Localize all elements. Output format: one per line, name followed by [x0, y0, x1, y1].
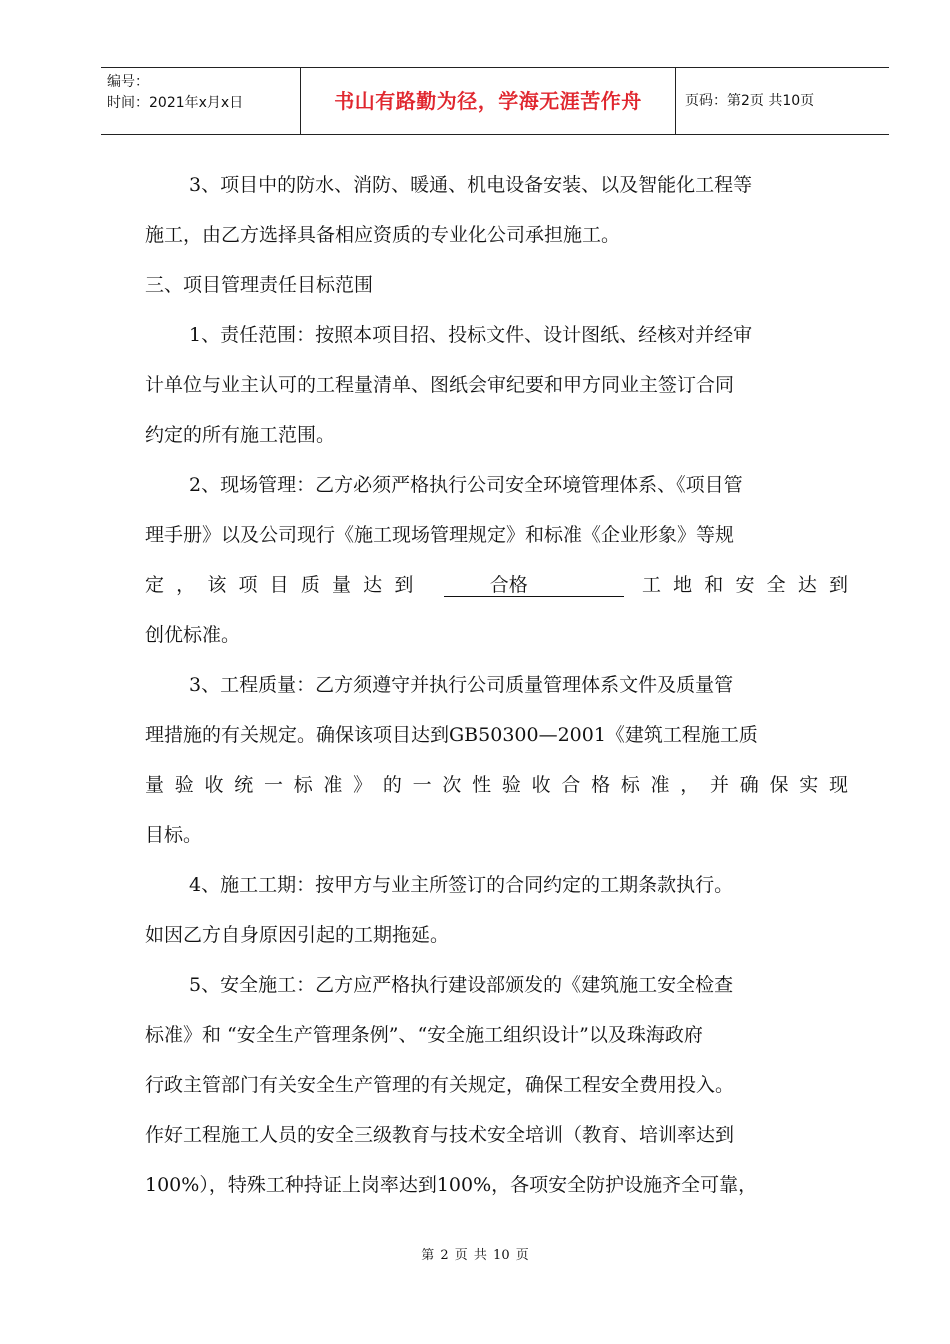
section-heading: 三、项目管理责任目标范围 [145, 274, 374, 296]
paragraph-line: 100%），特殊工种持证上岗率达到100%，各项安全防护设施齐全可靠， [145, 1174, 758, 1196]
document-body [145, 160, 848, 1210]
paragraph-line: 计单位与业主认可的工程量清单、图纸会审纪要和甲方同业主签订合同 [145, 374, 735, 396]
paragraph-line: 目标。 [145, 824, 203, 846]
quality-line-after: 工地和安全达到 [641, 574, 848, 596]
header-meta [107, 72, 243, 114]
quality-target-line [145, 560, 848, 610]
paragraph-line: 约定的所有施工范围。 [145, 424, 336, 446]
paragraph-line: 作好工程施工人员的安全三级教育与技术安全培训（教育、培训率达到 [145, 1124, 735, 1146]
paragraph-line: 5、安全施工：乙方应严格执行建设部颁发的《建筑施工安全检查 [189, 974, 734, 996]
quality-target-blank: 合格 [444, 574, 624, 597]
paragraph-line: 标准》和 “安全生产管理条例”、“安全施工组织设计”以及珠海政府 [145, 1024, 703, 1046]
header-page-indicator: 页码：第2页 共10页 [685, 93, 815, 109]
paragraph-line: 量验收统一标准》的一次性验收合格标准，并确保实现 [145, 774, 848, 796]
paragraph-line: 施工，由乙方选择具备相应资质的专业化公司承担施工。 [145, 224, 621, 246]
paragraph-line: 3、项目中的防水、消防、暖通、机电设备安装、以及智能化工程等 [189, 174, 753, 196]
paragraph-line: 4、施工工期：按甲方与业主所签订的合同约定的工期条款执行。 [189, 874, 734, 896]
page-footer: 第 2 页 共 10 页 [421, 1248, 529, 1263]
paragraph-line: 如因乙方自身原因引起的工期拖延。 [145, 924, 450, 946]
document-header [101, 67, 889, 135]
paragraph-line: 理措施的有关规定。确保该项目达到GB50300—2001《建筑工程施工质 [145, 724, 758, 746]
document-date-label: 时间：2021年x月x日 [107, 95, 244, 111]
header-divider [675, 68, 676, 134]
quality-line-before: 定，该项目质量达到 [145, 574, 426, 596]
paragraph-line: 行政主管部门有关安全生产管理的有关规定，确保工程安全费用投入。 [145, 1074, 735, 1096]
document-number-label: 编号： [107, 74, 149, 90]
header-motto: 书山有路勤为径，学海无涯苦作舟 [334, 89, 642, 113]
paragraph-line: 2、现场管理：乙方必须严格执行公司安全环境管理体系、《项目管 [189, 474, 743, 496]
paragraph-line: 理手册》以及公司现行《施工现场管理规定》和标准《企业形象》等规 [145, 524, 735, 546]
paragraph-line: 1、责任范围：按照本项目招、投标文件、设计图纸、经核对并经审 [189, 324, 753, 346]
paragraph-line: 创优标准。 [145, 624, 241, 646]
paragraph-line: 3、工程质量：乙方须遵守并执行公司质量管理体系文件及质量管 [189, 674, 734, 696]
